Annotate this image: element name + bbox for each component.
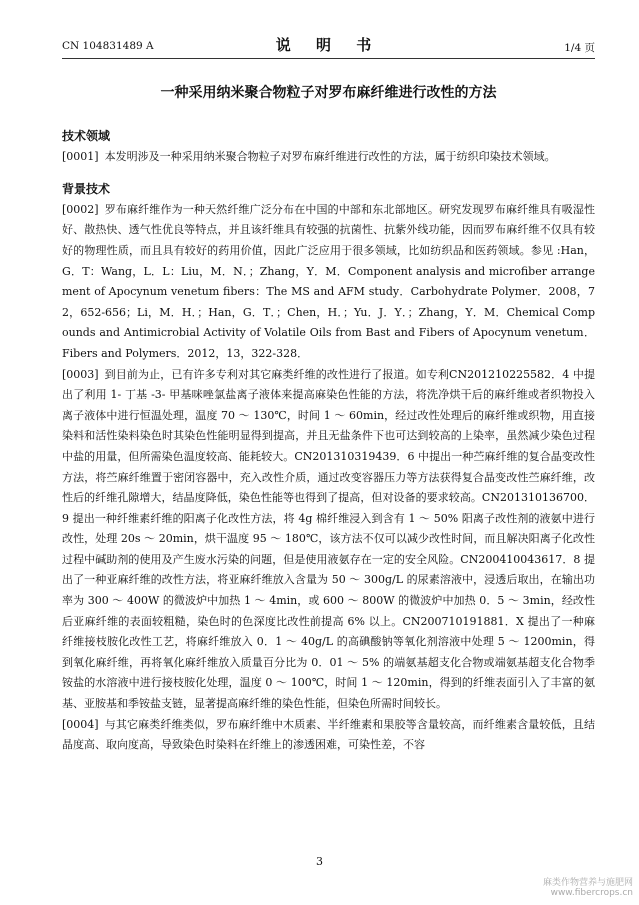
page-info: 1/4 页 (564, 42, 595, 54)
paragraph-number: [0004] (62, 717, 99, 731)
watermark (543, 878, 633, 898)
paragraph-text: 到目前为止，已有许多专利对其它麻类纤维的改性进行了报道。如专利CN201210225582．4 中提出了利用 1- 丁基 -3- 甲基咪唑氯盐离子液体来提高麻染色性能的方法，将洗净烘干后的麻纤维或者织物投入离子液体中进行恒温处理，温度 70 ～ 130℃，时间 1 ～ 60min，经过改性处理后的麻纤维或织物，用直接染料和活性染料染色时其染色性能明显得到提高，并且无盐条件下也可达到较高的上染率，虽然减少染色过程中盐的用量，但所需染色温度较高、能耗较大。CN201310319439．6 中提出一种苎麻纤维的复合晶变改性方法，将苎麻纤维置于密闭容器中，充入改性介质，通过改变容器压力等方法获得复合晶变改性苎麻纤维，改性后的纤维孔隙增大，结晶度降低，染色性能等也得到了提高，但对设备的要求较高。CN201310136700．9 提出一种纤维素纤维的阳离子化改性方法，将 4g 棉纤维浸入到含有 1 ～ 50% 阳离子改性剂的液氨中进行改性，处理 20s ～ 20min，烘干温度 95 ～ 180℃，该方法不仅可以减少改性时间，而且解决阳离子化改性过程中碱助剂的使用及产生废水污染的问题，但是使用液氨存在一定的安全风险。CN200410043617．8 提出了一种亚麻纤维的改性方法，将亚麻纤维放入含量为 50 ～ 300g/L 的尿素溶液中，浸透后取出，在输出功率为 300 ～ 400W 的微波炉中加热 1 ～ 4min，或 600 ～ 800W 的微波炉中加热 0．5 ～ 3min，经改性后亚麻纤维的表面较粗糙，染色时的色深度比改性前提高 6% 以上。CN200710191881．X 提出了一种麻纤维接枝胺化改性工艺，将麻纤维放入 0．1 ～ 40g/L 的高碘酸钠等氧化剂溶液中处理 5 ～ 1200min，得到氧化麻纤维，再将氧化麻纤维放入质量百分比为 0．01 ～ 5% 的端氨基超支化合物或端氨基超支化合物季铵盐的水溶液中进行接枝胺化处理，温度 0 ～ 100℃，时间 1 ～ 120min，得到的纤维表面引入了丰富的氨基、亚胺基和季铵盐支链，显著提高麻纤维的染色性能，但染色所需时间较长。 (62, 367, 595, 711)
paragraph-text: 罗布麻纤维作为一种天然纤维广泛分布在中国的中部和东北部地区。研究发现罗布麻纤维具有吸湿性好、散热快、透气性优良等特点，并且该纤维具有较强的抗菌性、抗紫外线功能，因而罗布麻纤维不仅具有较好的物理性质，而且具有较好的药用价值，因此广泛应用于很多领域，比如纺织品和医药领域。参见 :Han，G．T：Wang，L．L：Liu，M．N．；Zhang，Y．M．Component analysis and microfiber arrangement of Apocynum venetum fibers：The MS and AFM study．Carbohydrate Polymer．2008，72，652-656；Li，M．H．；Han，G．T．；Chen，H．；Yu．J．Y．；Zhang，Y．M．Chemical Compounds and Antimicrobial Activity of Volatile Oils from Bast and Fibers of Apocynum venetum．Fibers and Polymers．2012，13，322-328． (62, 202, 595, 360)
watermark-line: www.fibercrops.cn (550, 888, 633, 898)
page-number: 3 (316, 855, 323, 868)
paragraph-0003 (62, 365, 595, 715)
paragraph-number: [0001] (62, 149, 99, 163)
document-body (62, 122, 595, 756)
paragraph-0001 (62, 147, 595, 168)
document-title: 一种采用纳米聚合物粒子对罗布麻纤维进行改性的方法 (160, 85, 497, 101)
header-divider (62, 58, 595, 59)
section-heading-background: 背景技术 (62, 182, 111, 197)
patent-number: CN 104831489 A (62, 40, 154, 52)
section-heading-technical-field: 技术领域 (62, 129, 111, 143)
paragraph-text: 本发明涉及一种采用纳米聚合物粒子对罗布麻纤维进行改性的方法，属于纺织印染技术领域。 (104, 149, 556, 163)
paragraph-number: [0003] (62, 367, 99, 381)
paragraph-0002 (62, 200, 595, 365)
paragraph-0004 (62, 715, 595, 756)
page-header (62, 32, 595, 54)
paragraph-text: 与其它麻类纤维类似，罗布麻纤维中木质素、半纤维素和果胶等含量较高，而纤维素含量较低，且结晶度高、取向度高，导致染色时染料在纤维上的渗透困难，可染性差，不容 (62, 717, 595, 752)
watermark-line: 麻类作物营养与施肥网 (542, 878, 633, 888)
document-type: 说 明 书 (275, 36, 382, 54)
paragraph-number: [0002] (62, 202, 99, 216)
